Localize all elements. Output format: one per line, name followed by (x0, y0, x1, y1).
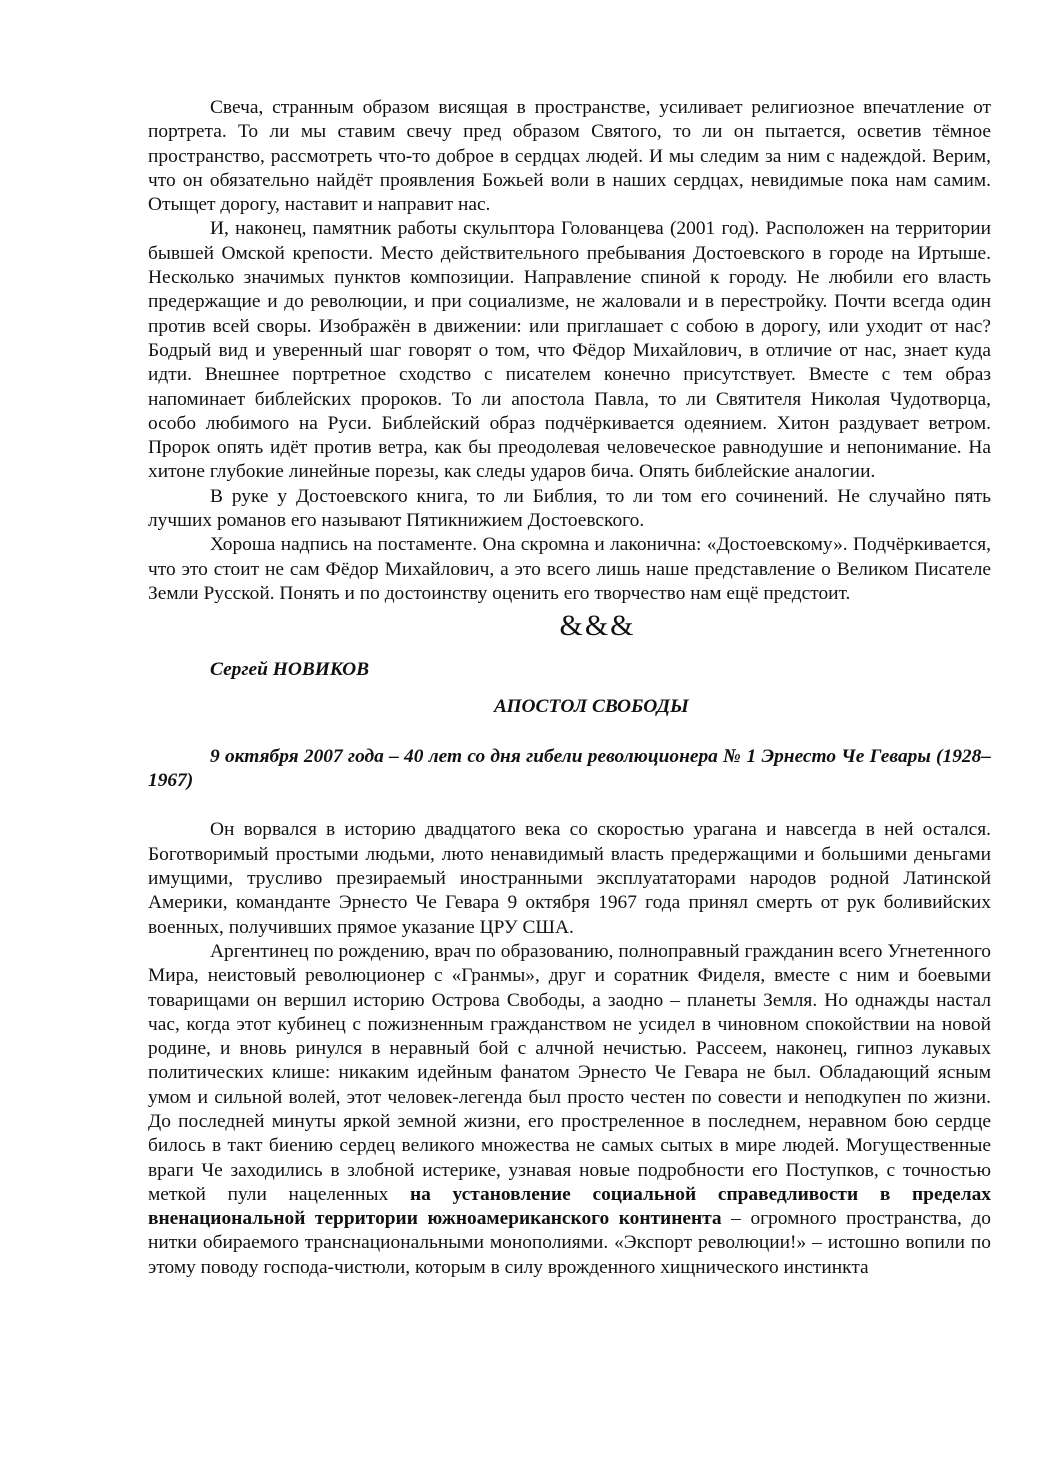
paragraph-argentine-end: – огромного пространства, до нитки обираемого транснациональными монополиями. «Экспорт революции!» – истошно вопили по этому поводу господа-чистюли, которым в силу врожденного хищнического инстинкта (148, 1208, 991, 1278)
paragraph-hurricane: Он ворвался в историю двадцатого века со скоростью урагана и навсегда в ней остался. Боготворимый простыми людьми, люто ненавидимый власть предержащими и большими деньгами имущими, трусливо презираемый иностранными эксплуататорами народов родной Латинской Америки, команданте Эрнесто Че Гевара 9 октября 1967 года принял смерть от рук боливийских военных, получивших прямое указание ЦРУ США. (148, 819, 991, 938)
paragraph-monument: И, наконец, памятник работы скульптора Голованцева (2001 год). Расположен на территории бывшей Омской крепости. Место действительного пребывания Достоевского в городе на Иртыше. Несколько значимых пунктов композиции. Направление спиной к городу. Не любили его власть предержащие и до революции, и при социализме, не жаловали и в перестройку. Почти всегда один против всей своры. Изображён в движении: или приглашает с собою в дорогу, или уходит от нас? Бодрый вид и уверенный шаг говорят о том, что Фёдор Михайлович, в отличие от нас, знает куда идти. Внешнее портретное сходство с писателем конечно присутствует. Вместе с тем образ напоминает библейских пророков. То ли апостола Павла, то ли Святителя Николая Чудотворца, особо любимого на Руси. Библейский образ подчёркивается одеянием. Хитон раздувает ветром. Пророк опять идёт против ветра, как бы преодолевая человеческое равнодушие и непонимание. На хитоне глубокие линейные порезы, как следы ударов бича. Опять библейские аналогии. (148, 218, 991, 483)
paragraph-inscription: Хороша надпись на постаменте. Она скромна и лаконична: «Достоевскому». Подчёркивается, что это стоит не сам Фёдор Михайлович, а это всего лишь наше представление о Великом Писателе Земли Русской. Понять и по достоинству оценить его творчество нам ещё предстоит. (148, 534, 991, 604)
article-epigraph: 9 октября 2007 года – 40 лет со дня гибели революционера № 1 Эрнесто Че Гевары (1928–1967) (148, 745, 991, 792)
article-title: АПОСТОЛ СВОБОДЫ (494, 695, 689, 717)
paragraph-book: В руке у Достоевского книга, то ли Библия, то ли том его сочинений. Не случайно пять лучших романов его называют Пятикнижием Достоевского. (148, 485, 991, 532)
paragraph-argentine (148, 940, 991, 1280)
article-author: Сергей НОВИКОВ (210, 659, 370, 681)
paragraph-argentine-text: Аргентинец по рождению, врач по образованию, полноправный гражданин всего Угнетенного Мира, неистовый революционер с «Гранмы», друг и соратник Фиделя, вместе с ним и боевыми товарищами он вершил историю Острова Свободы, а заодно – планеты Земля. Но однажды настал час, когда этот кубинец с пожизненным гражданством не усидел в чиновном спокойствии на новой родине, и вновь ринулся в неравный бой с алчной нечистью. Рассеем, наконец, гипноз лукавых политических клише: никаким идейным фанатом Эрнесто Че Гевара не был. Обладающий ясным умом и сильной волей, этот человек-легенда был просто честен по совести и неподкупен по жизни. До последней минуты яркой земной жизни, его простреленное в последнем, неравном бою сердце билось в такт биению сердец великого множества не самых сытых в мире людей. Могущественные враги Че заходились в злобной истерике, узнавая новые подробности его Поступков, с точностью меткой пули нацеленных (148, 940, 991, 1205)
spacer (148, 793, 991, 818)
ornament-divider: &&& (559, 609, 636, 643)
paragraph-argentine-bold: на установление социальной справедливости в пределах вненациональной территории южноамериканского континента (148, 1183, 992, 1230)
paragraph-candle: Свеча, странным образом висящая в пространстве, усиливает религиозное впечатление от портрета. То ли мы ставим свечу пред образом Святого, то ли он пытается, осветив тёмное пространство, рассмотреть что-то доброе в сердцах людей. И мы следим за ним с надеждой. Верим, что он обязательно найдёт проявления Божьей воли в наших сердцах, невидимые пока нам самим. Отыщет дорогу, наставит и направит нас. (148, 97, 991, 216)
document-page (148, 96, 991, 1280)
